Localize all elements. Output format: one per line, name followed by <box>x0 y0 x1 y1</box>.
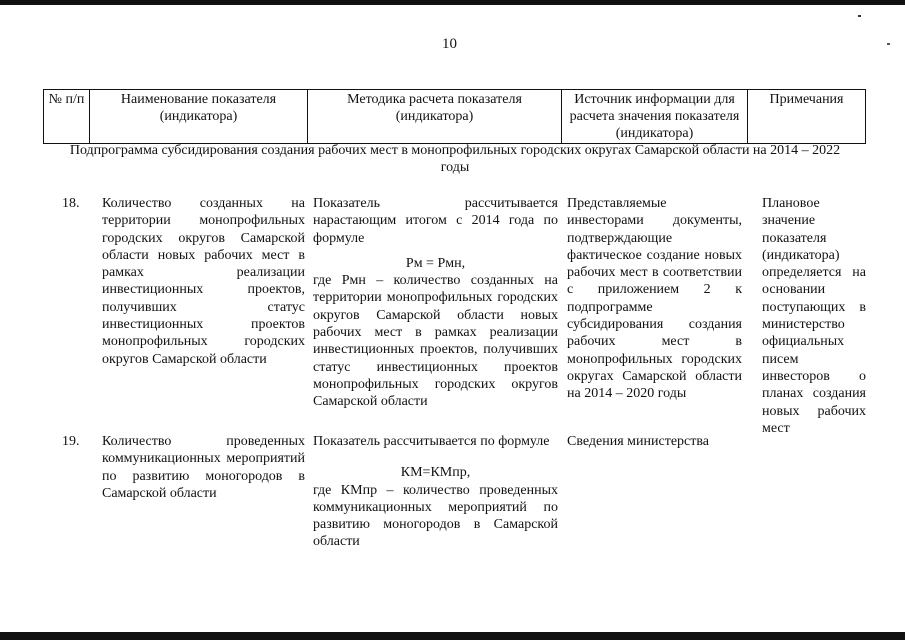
row-number: 19. <box>62 434 80 449</box>
information-source: Представляемые инвесторами документы, подтверждающие фактическое создание новых рабочих мест в соответствии с приложением 2 к подпрограмме субсидирования создания рабочих мест в монопрофильных городских округах Самарской области на 2014 – 2020 годы <box>567 196 742 402</box>
table-header <box>43 89 866 144</box>
row-number: 18. <box>62 196 80 211</box>
header-notes: Примечания <box>748 90 866 144</box>
indicator-name: Количество созданных на территории монопрофильных городских округов Самарской области новых рабочих мест в рамках реализации инвестиционных проектов, получивших статус инвестиционных проектов монопрофильных городских округов Самарской области <box>102 196 305 367</box>
formula: КМ=КМпр, <box>400 465 471 481</box>
header-indicator-name: Наименование показателя (индикатора) <box>90 90 308 144</box>
method-intro: Показатель рассчитывается по формуле <box>313 434 550 449</box>
subprogram-title: Подпрограмма субсидирования создания рабочих мест в монопрофильных городских округах Самарской области на 2014 – 2022 годы <box>69 143 841 175</box>
bottom-border <box>0 632 905 640</box>
scan-speck <box>858 15 861 17</box>
header-number: № п/п <box>44 90 90 144</box>
method-description: где Рмн – количество созданных на территории монопрофильных городских округов Самарской области новых рабочих мест в рамках реализации инвестиционных проектов, получивших статус инвестиционных проектов монопрофильных городских округов Самарской области <box>313 273 558 410</box>
page-number: 10 <box>442 36 457 52</box>
indicator-name: Количество проведенных коммуникационных мероприятий по развитию моногородов в Самарской области <box>102 434 305 501</box>
top-border <box>0 0 905 5</box>
header-calculation-method: Методика расчета показателя (индикатора) <box>308 90 562 144</box>
formula: Рм = Рмн, <box>405 255 466 271</box>
notes: Плановое значение показателя (индикатора) определяется на основании поступающих в министерство официальных писем инвесторов о планах создания новых рабочих мест <box>762 196 866 436</box>
calculation-method <box>313 195 558 411</box>
header-information-source: Источник информации для расчета значения показателя (индикатора) <box>562 90 748 144</box>
calculation-method <box>313 433 558 551</box>
method-description: где КМпр – количество проведенных коммуникационных мероприятий по развитию моногородов в Самарской области <box>313 482 558 550</box>
scan-speck <box>887 43 890 45</box>
information-source: Сведения министерства <box>567 434 710 449</box>
method-intro: Показатель рассчитывается нарастающим итогом с 2014 года по формуле <box>313 196 558 246</box>
